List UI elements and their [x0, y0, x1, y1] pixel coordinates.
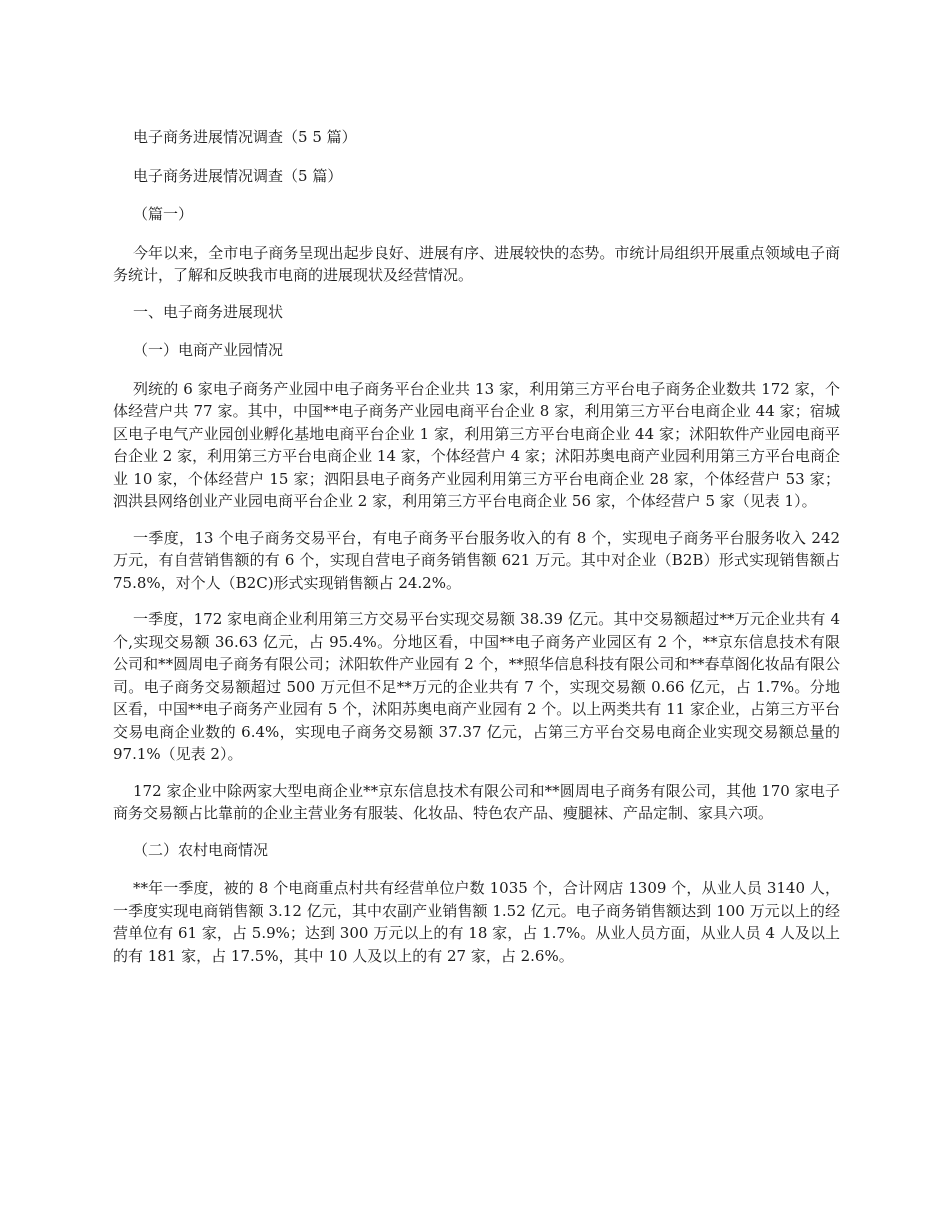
subheading-rural-ecommerce: （二）农村电商情况: [133, 840, 269, 859]
document-page: [113, 126, 840, 981]
paragraph-third-party-trade: 一季度，172 家电商企业利用第三方交易平台实现交易额 38.39 亿元。其中交易额超过**万元企业共有 4 个,实现交易额 36.63 亿元，占 95.4%。分地区看，中国**电子商务产业园区有 2 个，**京东信息技术有限公司和**圆周电子商务有限公司；沭阳软件产业园有 2 个，**照华信息科技有限公司和**春草阁化妆品有限公司。电子商务交易额超过 500 万元但不足**万元的企业共有 7 个，实现交易额 0.66 亿元，占 1.7%。分地区看，中国**电子商务产业园有 5 个，沭阳苏奥电商产业园有 2 个。以上两类共有 11 家企业，占第三方平台交易电商企业数的 6.4%，实现电子商务交易额 37.37 亿元，占第三方平台交易电商企业实现交易额总量的 97.1%（见表 2）。: [113, 610, 840, 763]
document-title: 电子商务进展情况调查（5 5 篇）: [133, 128, 357, 146]
section-label-part-one: （篇一）: [133, 205, 194, 223]
paragraph-rural-ecommerce: **年一季度，被的 8 个电商重点村共有经营单位户数 1035 个，合计网店 1309 个，从业人员 3140 人，一季度实现电商销售额 3.12 亿元，其中农副产业销售额 1.52 亿元。电子商务销售额达到 100 万元以上的经营单位有 61 家，占 5.9%；达到 300 万元以上的有 18 家，占 1.7%。从业人员方面，从业人员 4 人及以上的有 181 家，占 17.5%，其中 10 人及以上的有 27 家，占 2.6%。: [113, 879, 840, 965]
intro-paragraph: 今年以来，全市电子商务呈现出起步良好、进展有序、进展较快的态势。市统计局组织开展重点领域电子商务统计，了解和反映我市电商的进展现状及经营情况。: [113, 243, 840, 284]
document-subtitle: 电子商务进展情况调查（5 篇）: [133, 166, 343, 185]
paragraph-platform-revenue: 一季度，13 个电子商务交易平台，有电子商务平台服务收入的有 8 个，实现电子商务平台服务收入 242 万元，有自营销售额的有 6 个，实现自营电子商务销售额 621 万元。其中对企业（B2B）形式实现销售额占 75.8%，对个人（B2C)形式实现销售额占 24.2%。: [113, 528, 840, 592]
heading-ecommerce-status: 一、电子商务进展现状: [133, 302, 284, 321]
paragraph-industrial-parks: 列统的 6 家电子商务产业园中电子商务平台企业共 13 家，利用第三方平台电子商务企业数共 172 家，个体经营户共 77 家。其中，中国**电子商务产业园电商平台企业 8 家，利用第三方平台电商企业 44 家；宿城区电子电气产业园创业孵化基地电商平台企业 1 家，利用第三方平台电商企业 44 家；沭阳软件产业园电商平台企业 2 家，利用第三方平台电商企业 14 家，个体经营户 4 家；沭阳苏奥电商产业园利用第三方平台电商企业 10 家，个体经营户 15 家；泗阳县电子商务产业园利用第三方平台电商企业 28 家，个体经营户 53 家；泗洪县网络创业产业园电商平台企业 2 家，利用第三方平台电商企业 56 家，个体经营户 5 家（见表 1）。: [113, 379, 840, 510]
paragraph-main-business: 172 家企业中除两家大型电商企业**京东信息技术有限公司和**圆周电子商务有限公司，其他 170 家电子商务交易额占比靠前的企业主营业务有服装、化妆品、特色农产品、瘦腿袜、产品定制、家具六项。: [113, 781, 840, 822]
subheading-industrial-parks: （一）电商产业园情况: [133, 341, 284, 359]
